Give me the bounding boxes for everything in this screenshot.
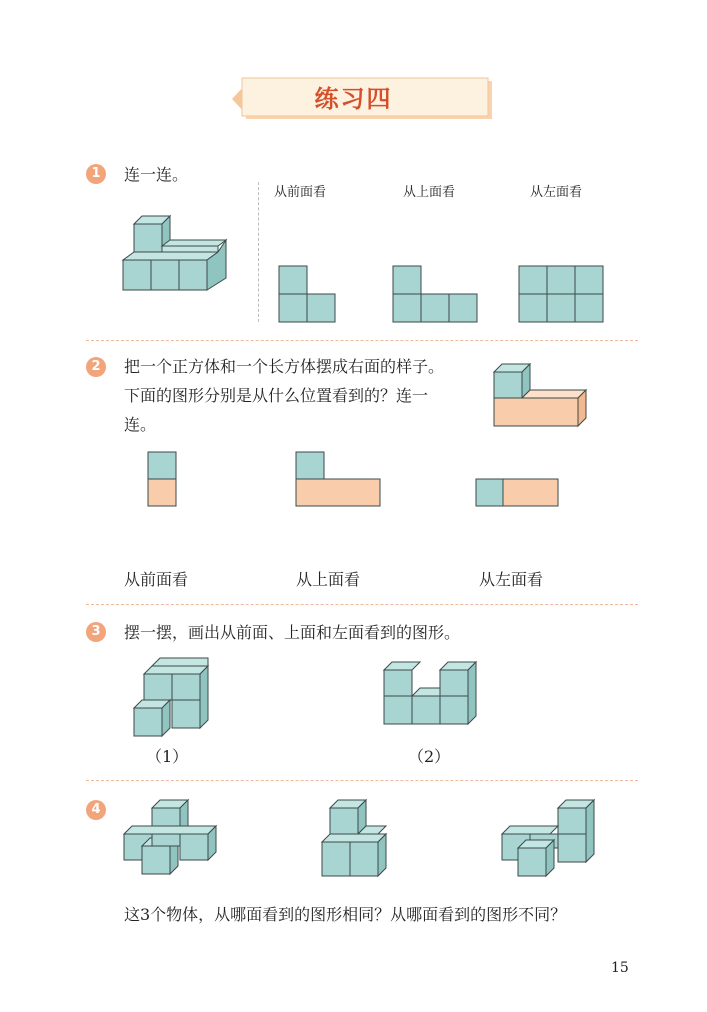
q4-solid-figure-b xyxy=(320,798,390,878)
page-number: 15 xyxy=(611,960,629,976)
q2-label-left: 从左面看 xyxy=(479,570,544,589)
q1-divider xyxy=(258,182,259,322)
q3-prompt: 摆一摆，画出从前面、上面和左面看到的图形。 xyxy=(124,623,461,642)
q1-view-shape-b[interactable] xyxy=(393,266,477,322)
q3-solid-figure-1 xyxy=(130,656,212,738)
q2-view-shape-a[interactable] xyxy=(148,452,176,506)
question-number-badge: 2 xyxy=(86,357,106,377)
section-divider xyxy=(86,604,638,605)
question-number-badge: 3 xyxy=(86,622,106,642)
q1-view-shape-a[interactable] xyxy=(279,266,335,322)
q2-view-shape-b[interactable] xyxy=(296,452,380,506)
section-divider xyxy=(86,780,638,781)
q4-solid-figure-a xyxy=(122,798,218,876)
question-number-badge: 4 xyxy=(86,800,106,820)
q3-solid-figure-2 xyxy=(382,658,478,726)
q3-caption-2: （2） xyxy=(408,747,451,766)
page-title: 练习四 xyxy=(314,84,393,113)
q1-label-top: 从上面看 xyxy=(403,185,456,200)
q2-view-shape-c[interactable] xyxy=(476,479,558,506)
q2-prompt: 把一个正方体和一个长方体摆成右面的样子。下面的图形分别是从什么位置看到的？连一连。 xyxy=(124,357,445,434)
q2-solid-figure xyxy=(490,358,590,430)
question-number-badge: 1 xyxy=(86,164,106,184)
q1-solid-figure xyxy=(120,210,230,294)
q1-label-front: 从前面看 xyxy=(274,185,327,200)
q2-label-top: 从上面看 xyxy=(296,570,361,589)
q4-solid-figure-c xyxy=(500,798,598,878)
q3-caption-1: （1） xyxy=(146,747,189,766)
q2-label-front: 从前面看 xyxy=(124,570,189,589)
section-divider xyxy=(86,340,638,341)
q4-question: 这3个物体，从哪面看到的图形相同？从哪面看到的图形不同？ xyxy=(124,905,567,924)
q1-view-shape-c[interactable] xyxy=(519,266,603,322)
q1-prompt: 连一连。 xyxy=(124,165,189,184)
q1-label-left: 从左面看 xyxy=(530,185,583,200)
